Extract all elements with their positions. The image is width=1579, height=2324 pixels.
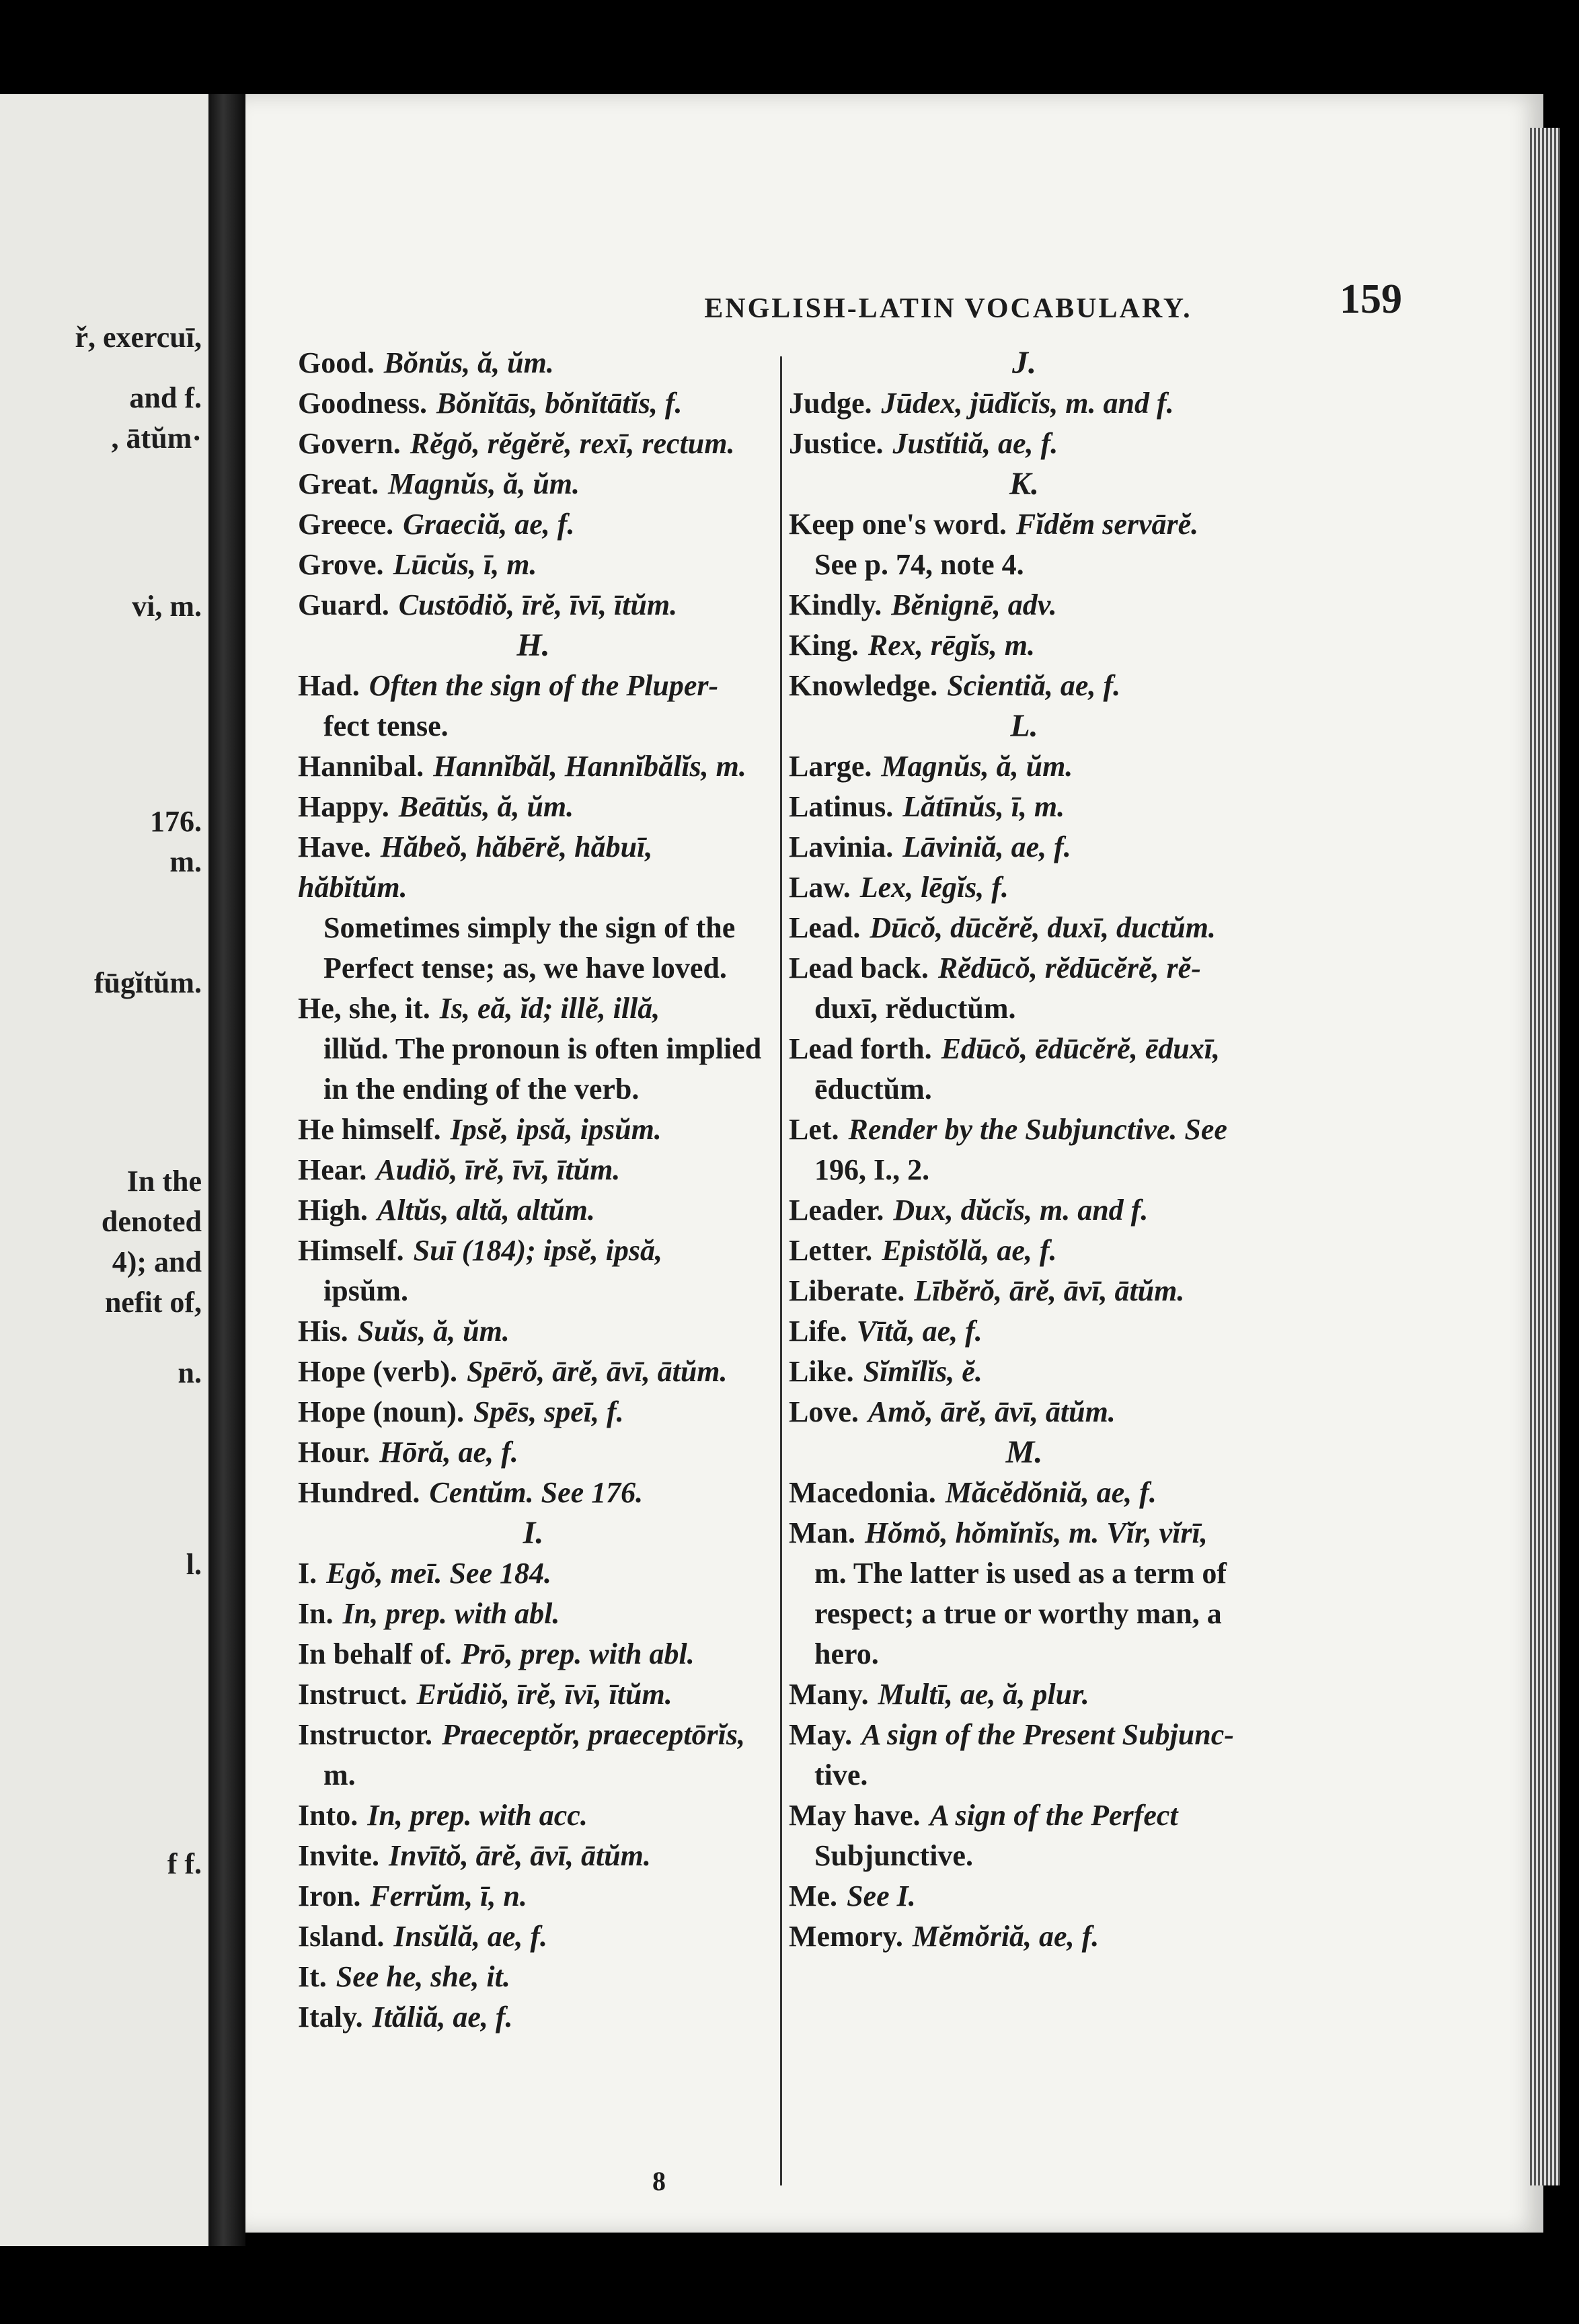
fragment-text: ř, exercuī, [75, 321, 202, 354]
fragment-text: 4); and [112, 1245, 202, 1278]
vocab-entry [789, 1110, 1260, 1190]
headword: I. [298, 1557, 317, 1590]
headword: Keep one's word. [789, 508, 1007, 541]
vocab-entry [789, 1674, 1260, 1715]
definition: Justĭtiă, ae, f. [892, 427, 1058, 460]
definition: See I. [847, 1880, 916, 1912]
column-divider [780, 356, 782, 2185]
headword: It. [298, 1960, 327, 1993]
headword: Invite. [298, 1839, 379, 1872]
page-header [245, 272, 1543, 333]
definition: Beātŭs, ă, ŭm. [398, 790, 574, 823]
definition: Jūdex, jūdĭcĭs, m. and f. [881, 387, 1174, 420]
definition-continuation: m. [323, 1758, 356, 1791]
vocab-entry [789, 1311, 1260, 1352]
facing-page-fragment [0, 94, 208, 2246]
vocab-entry [298, 666, 769, 746]
vocab-entry [298, 1876, 769, 1916]
definition: Ferrŭm, ī, n. [370, 1880, 527, 1912]
definition: Lāviniă, ae, f. [902, 830, 1071, 863]
headword: Large. [789, 750, 872, 783]
vocab-entry [789, 1271, 1260, 1311]
definition: Centŭm. See 176. [429, 1476, 644, 1509]
definition: Insŭlă, ae, f. [393, 1920, 548, 1953]
definition: Bŏnŭs, ă, ŭm. [383, 346, 554, 379]
definition-continuation: tive. [814, 1758, 868, 1791]
definition: Prō, prep. with abl. [461, 1637, 695, 1670]
definition-continuation: Subjunctive. [814, 1839, 973, 1872]
vocab-entry [298, 504, 769, 545]
section-letter: K. [1009, 466, 1039, 502]
definition: Epistŏlă, ae, f. [882, 1234, 1057, 1267]
definition: Hăbeŏ, hăbērĕ, hăbuī, hăbĭtŭm. [298, 830, 653, 904]
page-edges [1530, 128, 1560, 2185]
headword: Good. [298, 346, 375, 379]
definition: Lătīnŭs, ī, m. [902, 790, 1065, 823]
definition: Suŭs, ă, ŭm. [357, 1315, 510, 1348]
headword: Letter. [789, 1234, 873, 1267]
vocab-entry [298, 1392, 769, 1432]
headword: Hear. [298, 1153, 367, 1186]
section-letter: H. [516, 627, 550, 663]
fragment-text: l. [186, 1548, 202, 1581]
page-number: 159 [1340, 276, 1402, 322]
definition: Spērŏ, ārĕ, āvī, ātŭm. [467, 1355, 728, 1388]
headword: Latinus. [789, 790, 894, 823]
headword: Leader. [789, 1194, 884, 1227]
fragment-text: fūgĭtŭm. [93, 966, 202, 999]
headword: Italy. [298, 2001, 363, 2034]
headword: Like. [789, 1355, 854, 1388]
definition: Render by the Subjunctive. See [848, 1113, 1227, 1146]
vocab-entry [298, 1110, 769, 1150]
vocab-entry [789, 1795, 1260, 1876]
definition: Ipsĕ, ipsă, ipsŭm. [450, 1113, 662, 1146]
headword: Let. [789, 1113, 839, 1146]
definition: Ităliă, ae, f. [372, 2001, 513, 2034]
headword: Hope (noun). [298, 1395, 464, 1428]
vocab-entry [298, 1836, 769, 1876]
headword: Memory. [789, 1920, 903, 1953]
headword: Iron. [298, 1880, 361, 1912]
headword: Grove. [298, 548, 384, 581]
definition: Multī, ae, ă, plur. [878, 1678, 1089, 1711]
vocab-entry [789, 908, 1260, 948]
headword: Into. [298, 1799, 358, 1832]
vocab-entry [789, 424, 1260, 464]
definition: Bĕnignē, adv. [891, 588, 1057, 621]
vocab-entry [298, 424, 769, 464]
definition: A sign of the Present Subjunc- [861, 1718, 1234, 1751]
fragment-text: m. [169, 845, 202, 878]
headword: He, she, it. [298, 992, 430, 1025]
headword: Instruct. [298, 1678, 408, 1711]
vocab-entry [298, 1594, 769, 1634]
vocab-entry [789, 827, 1260, 867]
headword: Hope (verb). [298, 1355, 458, 1388]
book-gutter [208, 94, 245, 2246]
fragment-text: 176. [150, 805, 202, 838]
definition: Hannĭbăl, Hannĭbălĭs, m. [433, 750, 746, 783]
definition: Hŏmŏ, hŏmĭnĭs, m. Vĭr, vĭrī, [865, 1516, 1208, 1549]
definition: Edūcŏ, ēdūcĕrĕ, ēduxī, [941, 1032, 1220, 1065]
fragment-text: denoted [101, 1205, 202, 1238]
book-page [245, 94, 1543, 2233]
definition-continuation: ēductŭm. [814, 1073, 932, 1106]
definition: Dux, dŭcĭs, m. and f. [893, 1194, 1149, 1227]
vocab-entry [298, 787, 769, 827]
vocab-entry [789, 1916, 1260, 1957]
definition: Amŏ, ārĕ, āvī, ātŭm. [868, 1395, 1116, 1428]
vocab-entry [298, 1311, 769, 1352]
definition-continuation: fect tense. [323, 709, 449, 742]
vocab-entry [789, 1513, 1260, 1674]
definition: Rĕgŏ, rĕgĕrĕ, rexī, rectum. [410, 427, 735, 460]
headword: Love. [789, 1395, 859, 1428]
headword: Macedonia. [789, 1476, 936, 1509]
headword: Had. [298, 669, 360, 702]
vocab-entry [298, 989, 769, 1110]
definition: Mĕmŏriă, ae, f. [912, 1920, 1100, 1953]
vocab-entry [789, 585, 1260, 625]
definition: Lex, lēgĭs, f. [859, 871, 1009, 904]
definition: Praeceptŏr, praeceptōrĭs, [442, 1718, 745, 1751]
headword: His. [298, 1315, 348, 1348]
headword: Law. [789, 871, 851, 904]
definition: Hōră, ae, f. [379, 1436, 518, 1469]
definition: Rĕdūcŏ, rĕdūcĕrĕ, rĕ- [937, 952, 1201, 984]
vocab-entry [789, 1352, 1260, 1392]
right-column [789, 343, 1260, 1957]
vocab-entry [789, 1392, 1260, 1432]
definition: Bŏnĭtās, bŏnĭtātĭs, f. [436, 387, 683, 420]
vocab-entry [298, 1674, 769, 1715]
definition: Vītă, ae, f. [856, 1315, 983, 1348]
definition: Egŏ, meī. See 184. [326, 1557, 551, 1590]
vocab-entry [298, 1795, 769, 1836]
definition: In, prep. with abl. [342, 1597, 560, 1630]
definition: Magnŭs, ă, ŭm. [388, 467, 580, 500]
vocab-entry [298, 343, 769, 383]
vocab-entry [789, 948, 1260, 1029]
fragment-text: vi, m. [132, 590, 202, 623]
definition: Audiŏ, īrĕ, īvī, ītŭm. [376, 1153, 621, 1186]
definition: Lībĕrŏ, ārĕ, āvī, ātŭm. [914, 1274, 1185, 1307]
vocab-entry [789, 787, 1260, 827]
vocab-entry [789, 1473, 1260, 1513]
vocab-entry [298, 1432, 769, 1473]
section-letter: I. [523, 1515, 544, 1551]
section-letter: L. [1010, 708, 1038, 744]
vocab-entry [298, 1634, 769, 1674]
vocab-entry [298, 1916, 769, 1957]
vocab-entry [298, 545, 769, 585]
headword: Justice. [789, 427, 884, 460]
vocab-entry [789, 1190, 1260, 1231]
definition: A sign of the Perfect [929, 1799, 1178, 1832]
definition-continuation: See p. 74, note 4. [814, 548, 1024, 581]
vocab-entry [789, 1029, 1260, 1110]
vocab-entry [789, 666, 1260, 706]
definition: Is, eă, ĭd; illĕ, illă, [439, 992, 660, 1025]
headword: Lead forth. [789, 1032, 932, 1065]
definition: Suī (184); ipsĕ, ipsă, [413, 1234, 662, 1267]
fragment-text: and f. [129, 381, 202, 414]
vocab-entry [298, 1352, 769, 1392]
vocab-entry [298, 1473, 769, 1513]
vocab-entry [789, 746, 1260, 787]
vocab-entry [789, 1231, 1260, 1271]
headword: Hour. [298, 1436, 371, 1469]
vocab-entry [298, 585, 769, 625]
headword: Govern. [298, 427, 401, 460]
vocab-entry [298, 746, 769, 787]
vocab-entry [298, 1957, 769, 1997]
headword: Hundred. [298, 1476, 420, 1509]
left-column [298, 343, 769, 2038]
headword: Lavinia. [789, 830, 894, 863]
definition: In, prep. with acc. [367, 1799, 588, 1832]
vocab-entry [298, 827, 769, 989]
section-letter: M. [1005, 1434, 1043, 1470]
vocab-entry [789, 625, 1260, 666]
definition: Graeciă, ae, f. [403, 508, 575, 541]
vocab-entry [298, 1553, 769, 1594]
headword: Himself. [298, 1234, 404, 1267]
definition: Often the sign of the Pluper- [369, 669, 719, 702]
headword: Guard. [298, 588, 389, 621]
definition-continuation: ipsŭm. [323, 1274, 408, 1307]
definition-continuation: m. The latter is used as a term of respect; a true or worthy man, a hero. [814, 1557, 1227, 1670]
headword: May. [789, 1718, 853, 1751]
headword: Man. [789, 1516, 855, 1549]
headword: In behalf of. [298, 1637, 452, 1670]
vocab-entry [789, 383, 1260, 424]
fragment-text: n. [178, 1356, 202, 1389]
headword: Lead. [789, 911, 861, 944]
headword: Knowledge. [789, 669, 938, 702]
headword: Goodness. [298, 387, 427, 420]
definition: Erŭdiŏ, īrĕ, īvī, ītŭm. [416, 1678, 672, 1711]
definition-continuation: illŭd. The pronoun is often implied in the ending of the verb. [323, 1032, 762, 1106]
definition-continuation: Sometimes simply the sign of the Perfect tense; as, we have loved. [323, 911, 736, 984]
headword: King. [789, 629, 859, 662]
definition-continuation: duxī, rĕductŭm. [814, 992, 1016, 1025]
definition: Fĭdĕm servārĕ. [1015, 508, 1199, 541]
definition: Magnŭs, ă, ŭm. [881, 750, 1073, 783]
headword: Island. [298, 1920, 385, 1953]
headword: May have. [789, 1799, 921, 1832]
headword: Life. [789, 1315, 847, 1348]
signature-mark: 8 [652, 2166, 666, 2196]
vocab-entry [298, 1190, 769, 1231]
headword: Judge. [789, 387, 872, 420]
headword: Me. [789, 1880, 838, 1912]
fragment-text: nefit of, [104, 1286, 202, 1319]
vocab-entry [298, 1715, 769, 1795]
headword: He himself. [298, 1113, 441, 1146]
vocab-entry [298, 464, 769, 504]
vocab-entry [298, 1997, 769, 2038]
headword: Liberate. [789, 1274, 905, 1307]
definition: Dūcŏ, dūcĕrĕ, duxī, ductŭm. [870, 911, 1216, 944]
headword: Many. [789, 1678, 869, 1711]
headword: Have. [298, 830, 371, 863]
definition: Sĭmĭlĭs, ĕ. [863, 1355, 983, 1388]
headword: Happy. [298, 790, 389, 823]
definition: See he, she, it. [336, 1960, 510, 1993]
vocab-entry [789, 1876, 1260, 1916]
definition: Rex, rēgĭs, m. [868, 629, 1036, 662]
definition: Spēs, speī, f. [473, 1395, 624, 1428]
vocab-entry [789, 1715, 1260, 1795]
fragment-text: , ātŭm· [111, 422, 202, 455]
section-letter: J. [1012, 345, 1036, 381]
vocab-entry [789, 867, 1260, 908]
definition: Invītŏ, ārĕ, āvī, ātŭm. [389, 1839, 651, 1872]
vocab-entry [298, 1231, 769, 1311]
vocab-entry [789, 504, 1260, 585]
headword: Greece. [298, 508, 394, 541]
definition: Altŭs, altă, altŭm. [377, 1194, 595, 1227]
running-head: ENGLISH-LATIN VOCABULARY. [704, 293, 1192, 324]
headword: High. [298, 1194, 368, 1227]
definition-continuation: 196, I., 2. [814, 1153, 930, 1186]
vocab-entry [298, 1150, 769, 1190]
definition: Lūcŭs, ī, m. [393, 548, 537, 581]
definition: Scientiă, ae, f. [947, 669, 1121, 702]
headword: Great. [298, 467, 379, 500]
headword: Instructor. [298, 1718, 433, 1751]
headword: Hannibal. [298, 750, 424, 783]
definition: Custōdiŏ, īrĕ, īvī, ītŭm. [398, 588, 678, 621]
headword: Kindly. [789, 588, 882, 621]
headword: In. [298, 1597, 334, 1630]
fragment-text: f f. [167, 1847, 202, 1880]
fragment-text: In the [126, 1165, 202, 1198]
headword: Lead back. [789, 952, 929, 984]
definition: Măcĕdŏniă, ae, f. [945, 1476, 1157, 1509]
vocab-entry [298, 383, 769, 424]
